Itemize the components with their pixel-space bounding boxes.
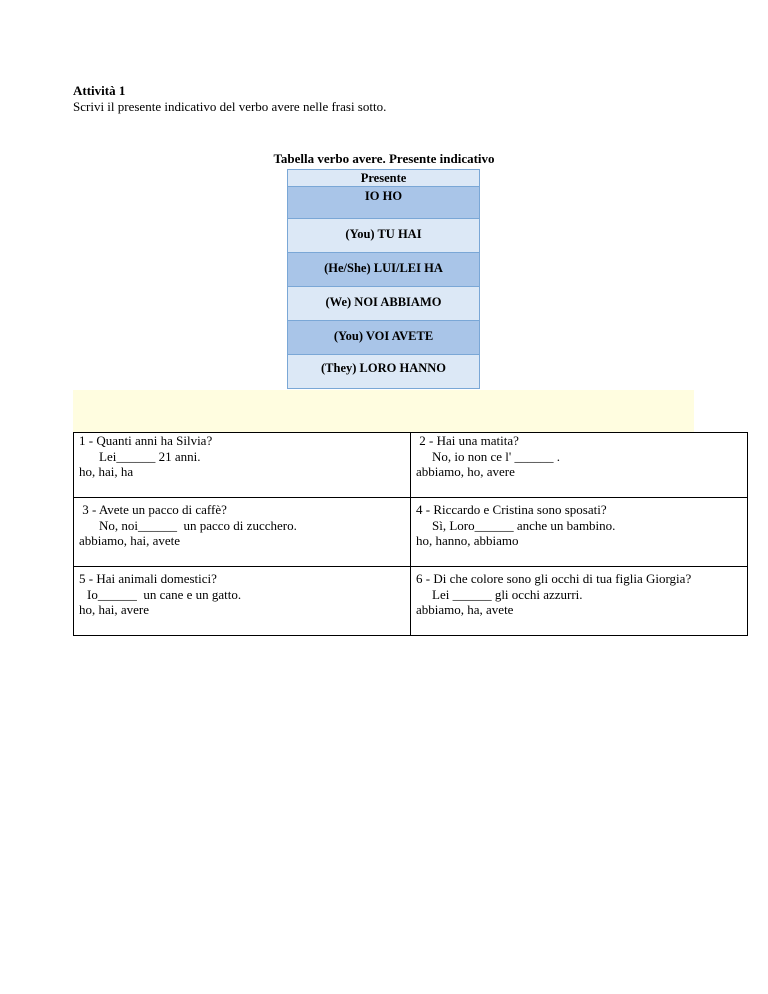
exercise-answer-blank[interactable]: No, noi______ un pacco di zucchero. [99,517,297,533]
highlight-band [73,390,694,432]
instruction-text: Scrivi il presente indicativo del verbo avere nelle frasi sotto. [73,99,387,114]
exercise-cell-5 [74,567,411,636]
conjugation-row-noi: (We) NOI ABBIAMO [288,286,479,320]
conjugation-header [288,170,479,186]
exercise-cell-6 [411,567,748,636]
exercise-question: 4 - Riccardo e Cristina sono sposati? [416,502,607,517]
exercise-options: ho, hai, avere [79,602,150,617]
exercise-answer-blank[interactable]: Lei______ 21 anni. [99,448,201,464]
conjugation-row-io: IO HO [288,186,479,218]
exercise-answer-blank[interactable]: Lei ______ gli occhi azzurri. [432,586,583,602]
exercise-question: 2 - Hai una matita? [416,433,519,448]
exercise-options: ho, hai, ha [79,464,134,479]
exercise-options: abbiamo, ho, avere [416,464,515,479]
exercise-options: ho, hanno, abbiamo [416,533,519,548]
exercise-table [73,432,748,636]
exercise-cell-2 [411,433,748,498]
conjugation-row-lui-lei: (He/She) LUI/LEI HA [288,252,479,286]
exercise-cell-3 [74,498,411,567]
exercise-answer-blank[interactable]: Io______ un cane e un gatto. [87,586,242,602]
conjugation-row-loro: (They) LORO HANNO [288,354,479,388]
conjugation-row-voi: (You) VOI AVETE [288,320,479,354]
table-title: Tabella verbo avere. Presente indicativo [273,151,495,166]
conjugation-header-label: Presente [360,171,407,185]
exercise-question: 5 - Hai animali domestici? [79,571,217,586]
activity-title: Attività 1 [73,83,126,98]
exercise-answer-blank[interactable]: No, io non ce l' ______ . [432,448,560,464]
exercise-cell-4 [411,498,748,567]
exercise-cell-1 [74,433,411,498]
exercise-question: 6 - Di che colore sono gli occhi di tua figlia Giorgia? [416,571,692,586]
exercise-question: 1 - Quanti anni ha Silvia? [79,433,213,448]
conjugation-row-tu: (You) TU HAI [288,218,479,252]
exercise-options: abbiamo, ha, avete [416,602,514,617]
conjugation-table [287,169,480,389]
exercise-answer-blank[interactable]: Sì, Loro______ anche un bambino. [432,517,616,533]
exercise-options: abbiamo, hai, avete [79,533,181,548]
exercise-question: 3 - Avete un pacco di caffè? [79,502,227,517]
